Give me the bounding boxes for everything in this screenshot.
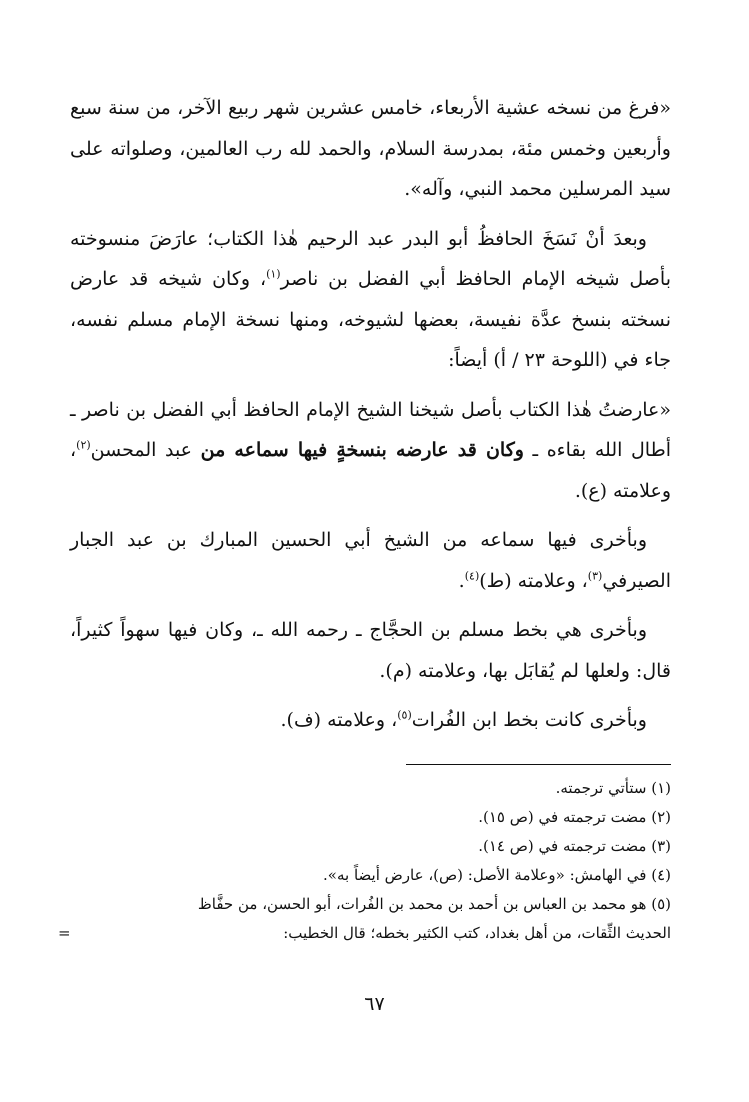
- footnote-ref: (١): [266, 267, 281, 281]
- bold-text: وكان قد عارضه بنسخةٍ فيها سماعه من: [200, 439, 524, 461]
- footnote-ref: (٥): [397, 708, 412, 722]
- paragraph: [70, 390, 671, 512]
- paragraph: [70, 700, 671, 741]
- footnote-continuation: [58, 919, 671, 948]
- text-run: وبأخرى فيها سماعه من الشيخ أبي الحسين المبارك بن عبد الجبار الصيرفي: [70, 529, 671, 592]
- text-run: عبد المحسن: [90, 439, 201, 461]
- paragraph: [70, 88, 671, 210]
- page-number: ٦٧: [364, 993, 385, 1015]
- footnote-ref: (٤): [464, 569, 480, 583]
- footnote-text: (٤) في الهامش: «وعلامة الأصل: (ص)، عارض أيضاً به».: [323, 866, 671, 884]
- text-run: ، وعلامته (ف).: [280, 709, 398, 731]
- footnote-text: (١) ستأتي ترجمته.: [555, 779, 671, 797]
- text-run: ، وكان شيخه قد عارض نسخته بنسخ عدَّة نفيسة، بعضها لشيوخه، ومنها نسخة الإمام مسلم نفسه، جاء في (اللوحة ٢٣ / أ) أيضاً:: [70, 268, 671, 371]
- text-run: «عارضتُ هٰذا الكتاب بأصل شيخنا الشيخ الإمام الحافظ أبي الفضل بن ناصر ـ أطال الله بقاءه ـ: [70, 398, 671, 461]
- footnote-ref: (٣): [587, 569, 603, 583]
- footnote-text: الحديث الثِّقات، من أهل بغداد، كتب الكثير بخطه؛ قال الخطيب:: [283, 924, 671, 942]
- footnote-text: (٥) هو محمد بن العباس بن أحمد بن محمد بن الفُرات، أبو الحسن، من حفَّاظ: [197, 895, 671, 913]
- footnote: [70, 890, 671, 919]
- footnote: [70, 774, 671, 803]
- text-run: وبأخرى كانت بخط ابن الفُرات: [411, 709, 647, 731]
- text-run: وبعدَ أنْ نَسَخَ الحافظُ أبو البدر عبد الرحيم هٰذا الكتاب؛ عارَضَ منسوخته بأصل شيخه الإمام الحافظ أبي الفضل بن ناصر: [70, 227, 671, 290]
- paragraph: [70, 520, 671, 601]
- footnote-text: (٣) مضت ترجمته في (ص ١٤).: [478, 837, 671, 855]
- footnote: [70, 832, 671, 861]
- text-run: ، وعلامته (ط): [479, 569, 588, 592]
- footnote: [70, 803, 671, 832]
- text-run: «فرغ من نسخه عشية الأربعاء، خامس عشرين شهر ربيع الآخر، من سنة سبع وأربعين وخمس مئة، بمدرسة السلام، والحمد لله رب العالمين، وصلواته على سيد المرسلين محمد النبي، وآله».: [70, 97, 671, 200]
- text-run: .: [458, 569, 465, 592]
- paragraph: [70, 219, 671, 381]
- continuation-marker: =: [58, 924, 71, 942]
- footnote-text: (٢) مضت ترجمته في (ص ١٥).: [478, 808, 671, 826]
- footnote-separator: [406, 764, 671, 765]
- footnote-ref: (٢): [76, 438, 91, 452]
- footnotes: [58, 774, 671, 948]
- main-text: [70, 88, 671, 750]
- footnote: [70, 861, 671, 890]
- text-run: ، وعلامته (ع).: [70, 439, 671, 502]
- text-run: وبأخرى هي بخط مسلم بن الحجَّاج ـ رحمه الله ـ، وكان فيها سهواً كثيراً، قال: ولعلها لم يُقابَل بها، وعلامته (م).: [70, 619, 671, 682]
- paragraph: [70, 610, 671, 691]
